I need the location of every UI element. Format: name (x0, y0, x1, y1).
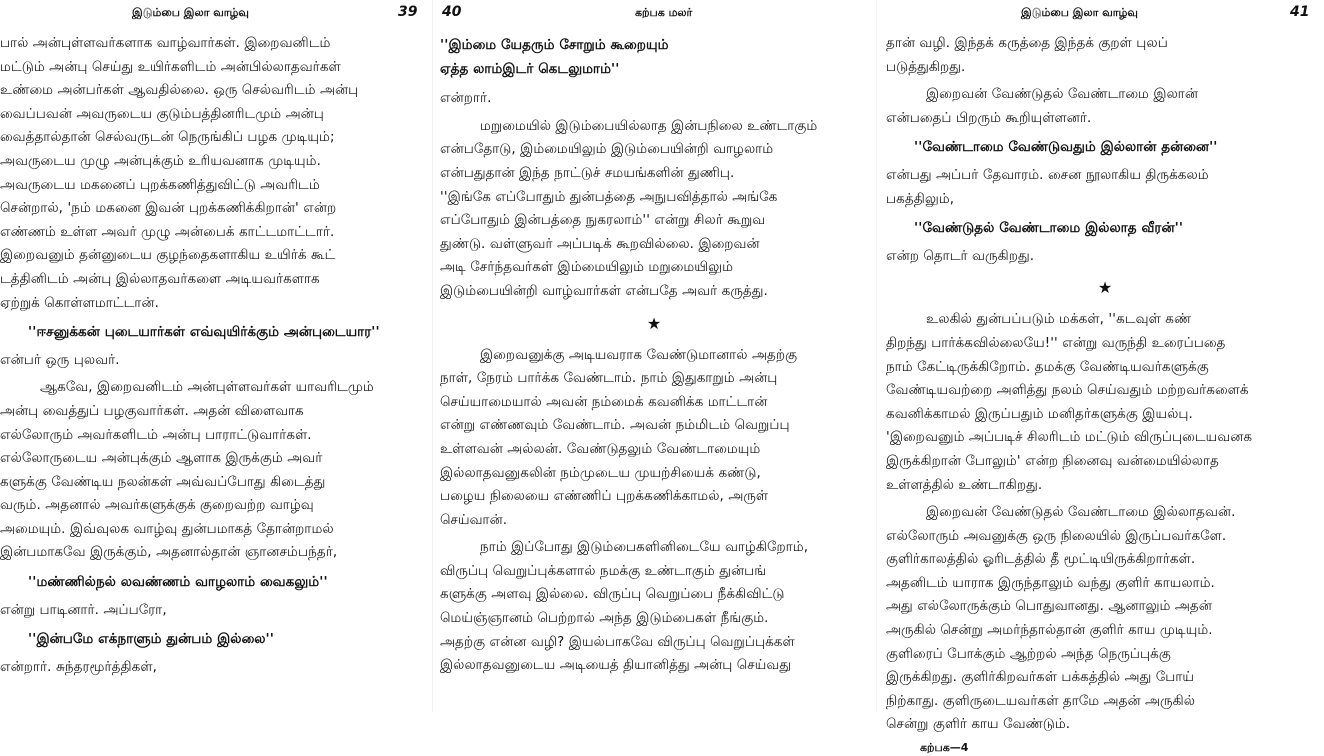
verse-quote: ''இன்பமே எக்நாளும் துன்பம் இல்லை'' (28, 632, 275, 648)
text-line: அடி சேர்ந்தவர்கள் இம்மையிலும் மறுமையிலும் (440, 260, 734, 276)
text-line: அதற்கு என்ன வழி? இயல்பாகவே விருப்பு வெறுப்புக்கள் (440, 634, 795, 650)
text-line: என்பதைப் பிறரும் கூறியுள்ளனர். (886, 110, 1092, 126)
text-line: கவனிக்காமல் இருப்பதும் மனிதர்களுக்கு இயல்பு. (886, 406, 1193, 422)
verse-quote: ''மண்ணில்நல் லவண்ணம் வாழலாம் வைகலும்'' (28, 575, 328, 591)
text-line: விருப்பு வெறுப்புக்களால் நமக்கு உண்டாகும் துன்பங் (440, 563, 767, 579)
text-line: மெய்ஞ்ஞானம் பெற்றால் அந்த இடும்பைகள் நீங்கும். (440, 611, 769, 627)
paragraph (886, 245, 1324, 269)
text-line: என்பதுதான் இந்த நாட்டுச் சமயங்களின் துணிபு. (440, 165, 735, 181)
text-line: எல்லோருடைய அன்புக்கும் ஆளாக இருக்கும் அவர் (0, 451, 323, 467)
text-line: வேண்டியவற்றை அளித்து நலம் செய்வதும் மற்றவர்களைக் (886, 383, 1249, 399)
text-line: குளிர்காலத்தில் ஓரிடத்தில் தீ மூட்டியிருக்கிறார்கள். (886, 552, 1196, 568)
header-title: இடும்பை இலா வாழ்வு (1021, 6, 1138, 19)
text-line: களுக்கு அளவு இல்லை. விருப்பு வெறுப்பை நீக்கிவிட்டு (440, 587, 785, 603)
paragraph (0, 599, 425, 623)
text-line: மட்டும் அன்பு செய்து உயிர்களிடம் அன்பில்லாதவர்கள் (0, 59, 341, 75)
text-line: இருக்கிறான் போலும்' என்ற நினைவு வன்மையில்லாத (886, 453, 1219, 469)
text-line: உள்ளவன் அல்லன். வேண்டுதலும் வேண்டாமையும் (440, 441, 761, 457)
verse-quote: ''வேண்டாமை வேண்டுவதும் இல்லான் தன்னை'' (914, 140, 1218, 156)
page-middle (440, 0, 868, 712)
text-line: குளிரைப் போக்கும் ஆற்றல் அந்த நெருப்புக்கு (886, 646, 1171, 662)
text-line: பழைய நிலையை எண்ணிப் புறக்கணிக்காமல், அருள் (440, 489, 769, 505)
paragraph (0, 349, 425, 373)
page-gutter (876, 0, 877, 712)
text-line: ஏற்றுக் கொள்ளமாட்டான். (0, 295, 159, 311)
text-line: அது எல்லோருக்கும் பொதுவானது. ஆனாலும் அதன் (886, 599, 1212, 615)
text-line: ''இம்மை யேதரும் சோறும் கூறையும் (440, 38, 669, 53)
text-line: அவருடைய முழு அன்புக்கும் உரியவனாக முடியும். (0, 153, 321, 169)
text-line: இருக்கிறது. குளிர்கிறவர்கள் பக்கத்தில் அது போய் (886, 670, 1194, 686)
text-line: உலகில் துன்பப்படும் மக்கள், ''கடவுள் கண் (926, 312, 1192, 328)
text-line: என்றார். சுந்தரமூர்த்திகள், (0, 659, 157, 675)
page-gutter (432, 0, 433, 712)
text-line: பால் அன்புள்ளவர்களாக வாழ்வார்கள். இறைவனிடம் (0, 36, 331, 51)
verse-quote: ''வேண்டுதல் வேண்டாமை இல்லாத வீரன்'' (914, 221, 1184, 237)
text-line: ஏத்த லாம்இடர் கெடலுமாம்'' (440, 61, 620, 77)
verse-quote: ''ஈசனுக்கன் புடையார்கள் எவ்வுயிர்க்கும் அன்புடையார'' (28, 325, 380, 341)
text-line: என்பர் ஒரு புலவர். (0, 352, 120, 368)
text-line: இறைவன் வேண்டுதல் வேண்டாமை இல்லாதவன். (926, 505, 1236, 521)
paragraph (440, 87, 868, 111)
text-line: துண்டு. வள்ளுவர் அப்படிக் கூறவில்லை. இறைவன் (440, 236, 760, 252)
text-line: நாம் இப்போது இடும்பைகளினிடையே வாழ்கிறோம், (480, 540, 809, 556)
text-line: வரும். அதனால் அவர்களுக்குக் குறைவற்ற வாழ்வு (0, 498, 314, 514)
text-line: 'இறைவனும் அப்படிச் சிலரிடம் மட்டும் விருப்புடையவனக (886, 430, 1253, 446)
text-line: ஆகவே, இறைவனிடம் அன்புள்ளவர்கள் யாவரிடமும் (40, 380, 374, 396)
text-line: அன்பு வைத்துப் பழகுவார்கள். அதன் விளைவாக (0, 403, 304, 419)
text-line: அவருடைய மகனைப் புறக்கணித்துவிட்டு அவரிடம் (0, 177, 320, 193)
paragraph (886, 32, 1324, 79)
text-line: அருகில் சென்று அமர்ந்தால்தான் குளிர் காய முடியும். (886, 623, 1213, 639)
text-line: என்பது அப்பர் தேவாரம். சைன நூலாகிய திருக்கலம் (886, 167, 1209, 183)
text-line: அமையும். இவ்வுலக வாழ்வு துன்பமாகத் தோன்றாமல் (0, 521, 334, 537)
text-line: இடும்பையின்றி வாழ்வார்கள் என்பதே அவர் கருத்து. (440, 283, 768, 299)
text-line: வைத்தால்தான் செல்வருடன் நெருங்கிப் பழக முடியும்; (0, 130, 335, 146)
header-title: கற்பக மலர் (635, 6, 693, 19)
text-line: என்பதோடு, இம்மையிலும் இடும்பையின்றி வாழலாம் (440, 142, 774, 158)
text-line: ''இங்கே எப்போதும் துன்பத்தை அநுபவித்தால் அங்கே (440, 189, 778, 205)
text-line: தான் வழி. இந்தக் கருத்தை இந்தக் குறள் புலப் (886, 36, 1168, 51)
header-title: இடும்பை இலா வாழ்வு (132, 6, 249, 19)
text-line: களுக்கு வேண்டிய நலன்கள் அவ்வப்போது கிடைத்து (0, 474, 326, 490)
paragraph (440, 115, 868, 304)
running-header (440, 0, 868, 30)
text-line: நாள், நேரம் பார்க்க வேண்டாம். நாம் இதுகாறும் அன்பு (440, 371, 778, 387)
text-line: செய்வான். (440, 512, 508, 528)
text-line: நாம் கேட்டிருக்கிறோம். தமக்கு வேண்டியவர்களுக்கு (886, 359, 1209, 375)
text-line: அதனிடம் யாராக இருந்தாலும் வந்து குளிர் காயலாம். (886, 575, 1215, 591)
text-line: படுத்துகிறது. (886, 59, 966, 75)
text-line: இறைவனுக்கு அடியவராக வேண்டுமானால் அதற்கு (480, 347, 798, 363)
paragraph (886, 83, 1324, 130)
text-line: இறைவனும் தன்னுடைய குழந்தைகளாகிய உயிர்க் கூட் (0, 248, 336, 264)
text-line: என்று எண்ணவும் வேண்டாம். அவன் நம்மிடம் வெறுப்பு (440, 418, 790, 434)
text-line: எண்ணம் உள்ள அவர் முழு அன்பைக் காட்டமாட்டார். (0, 224, 335, 240)
paragraph (440, 344, 868, 533)
running-header (0, 0, 425, 30)
page-right (886, 0, 1324, 755)
text-line: என்று பாடினார். அப்பரோ, (0, 602, 167, 618)
text-line: உள்ளத்தில் உண்டாகிறது. (886, 477, 1043, 493)
paragraph (440, 536, 868, 678)
page-number: 39 (398, 4, 418, 20)
text-line: செய்யாமையால் அவன் நம்மைக் கவனிக்க மாட்டான் (440, 394, 768, 410)
section-star-icon: ★ (646, 313, 662, 333)
text-line: வைப்பவன் அவருடைய குடும்பத்தினரிடமும் அன்பு (0, 106, 324, 122)
section-star-icon: ★ (1097, 278, 1113, 298)
text-line: என்றார். (440, 91, 492, 107)
paragraph (0, 376, 425, 565)
paragraph (0, 656, 425, 680)
text-line: இன்பமாகவே இருக்கும், அதனால்தான் ஞானசம்பந்தர், (0, 545, 338, 561)
page-body (0, 32, 425, 679)
page-left (0, 0, 425, 712)
text-line: டத்தினிடம் அன்பு இல்லாதவர்களை அடியவர்களாக (0, 271, 320, 287)
paragraph (886, 308, 1324, 497)
text-line: உண்மை அன்பர்கள் ஆவதில்லை. ஒரு செல்வரிடம் அன்பு (0, 83, 359, 99)
text-line: பகத்திலும், (886, 191, 955, 207)
signature-mark: கற்பக—4 (920, 741, 969, 755)
text-line: இல்லாதவனுடைய அடியைத் தியானித்து அன்பு செய்வது (440, 658, 792, 674)
text-line: மறுமையில் இடும்பையில்லாத இன்பநிலை உண்டாகும் (480, 118, 818, 134)
text-line: சென்றால், 'நம் மகனை இவன் புறக்கணிக்கிறான்' என்ற (0, 201, 337, 217)
text-line: எல்லோரும் அவனுக்கு ஒரு நிலையில் இருப்பவர்களே. (886, 528, 1227, 544)
text-line: திறந்து பார்க்கவில்லையே!'' என்று வருந்தி உரைப்பதை (886, 335, 1226, 351)
text-line: எல்லோரும் அவர்களிடம் அன்பு பாராட்டுவார்கள். (0, 427, 312, 443)
text-line: சென்று குளிர் காய வேண்டும். (886, 717, 1071, 733)
text-line: எப்போதும் இன்பத்தை நுகரலாம்'' என்று சிலர் கூறுவ (440, 213, 766, 229)
text-line: என்ற தொடர் வருகிறது. (886, 248, 1035, 264)
text-line: நிற்காது. குளிருடையவர்கள் தாமே அதன் அருகில் (886, 693, 1195, 709)
page-number: 41 (1290, 4, 1310, 20)
running-header (886, 0, 1324, 30)
paragraph (0, 32, 425, 315)
text-line: இறைவன் வேண்டுதல் வேண்டாமை இலான் (926, 87, 1198, 103)
page-body (886, 32, 1324, 737)
verse-quote (440, 34, 868, 81)
paragraph (886, 501, 1324, 737)
paragraph (886, 164, 1324, 211)
page-number: 40 (442, 4, 462, 20)
page-body (440, 34, 868, 678)
text-line: இல்லாதவனுகலின் நம்முடைய முயற்சியைக் கண்டு, (440, 465, 761, 481)
